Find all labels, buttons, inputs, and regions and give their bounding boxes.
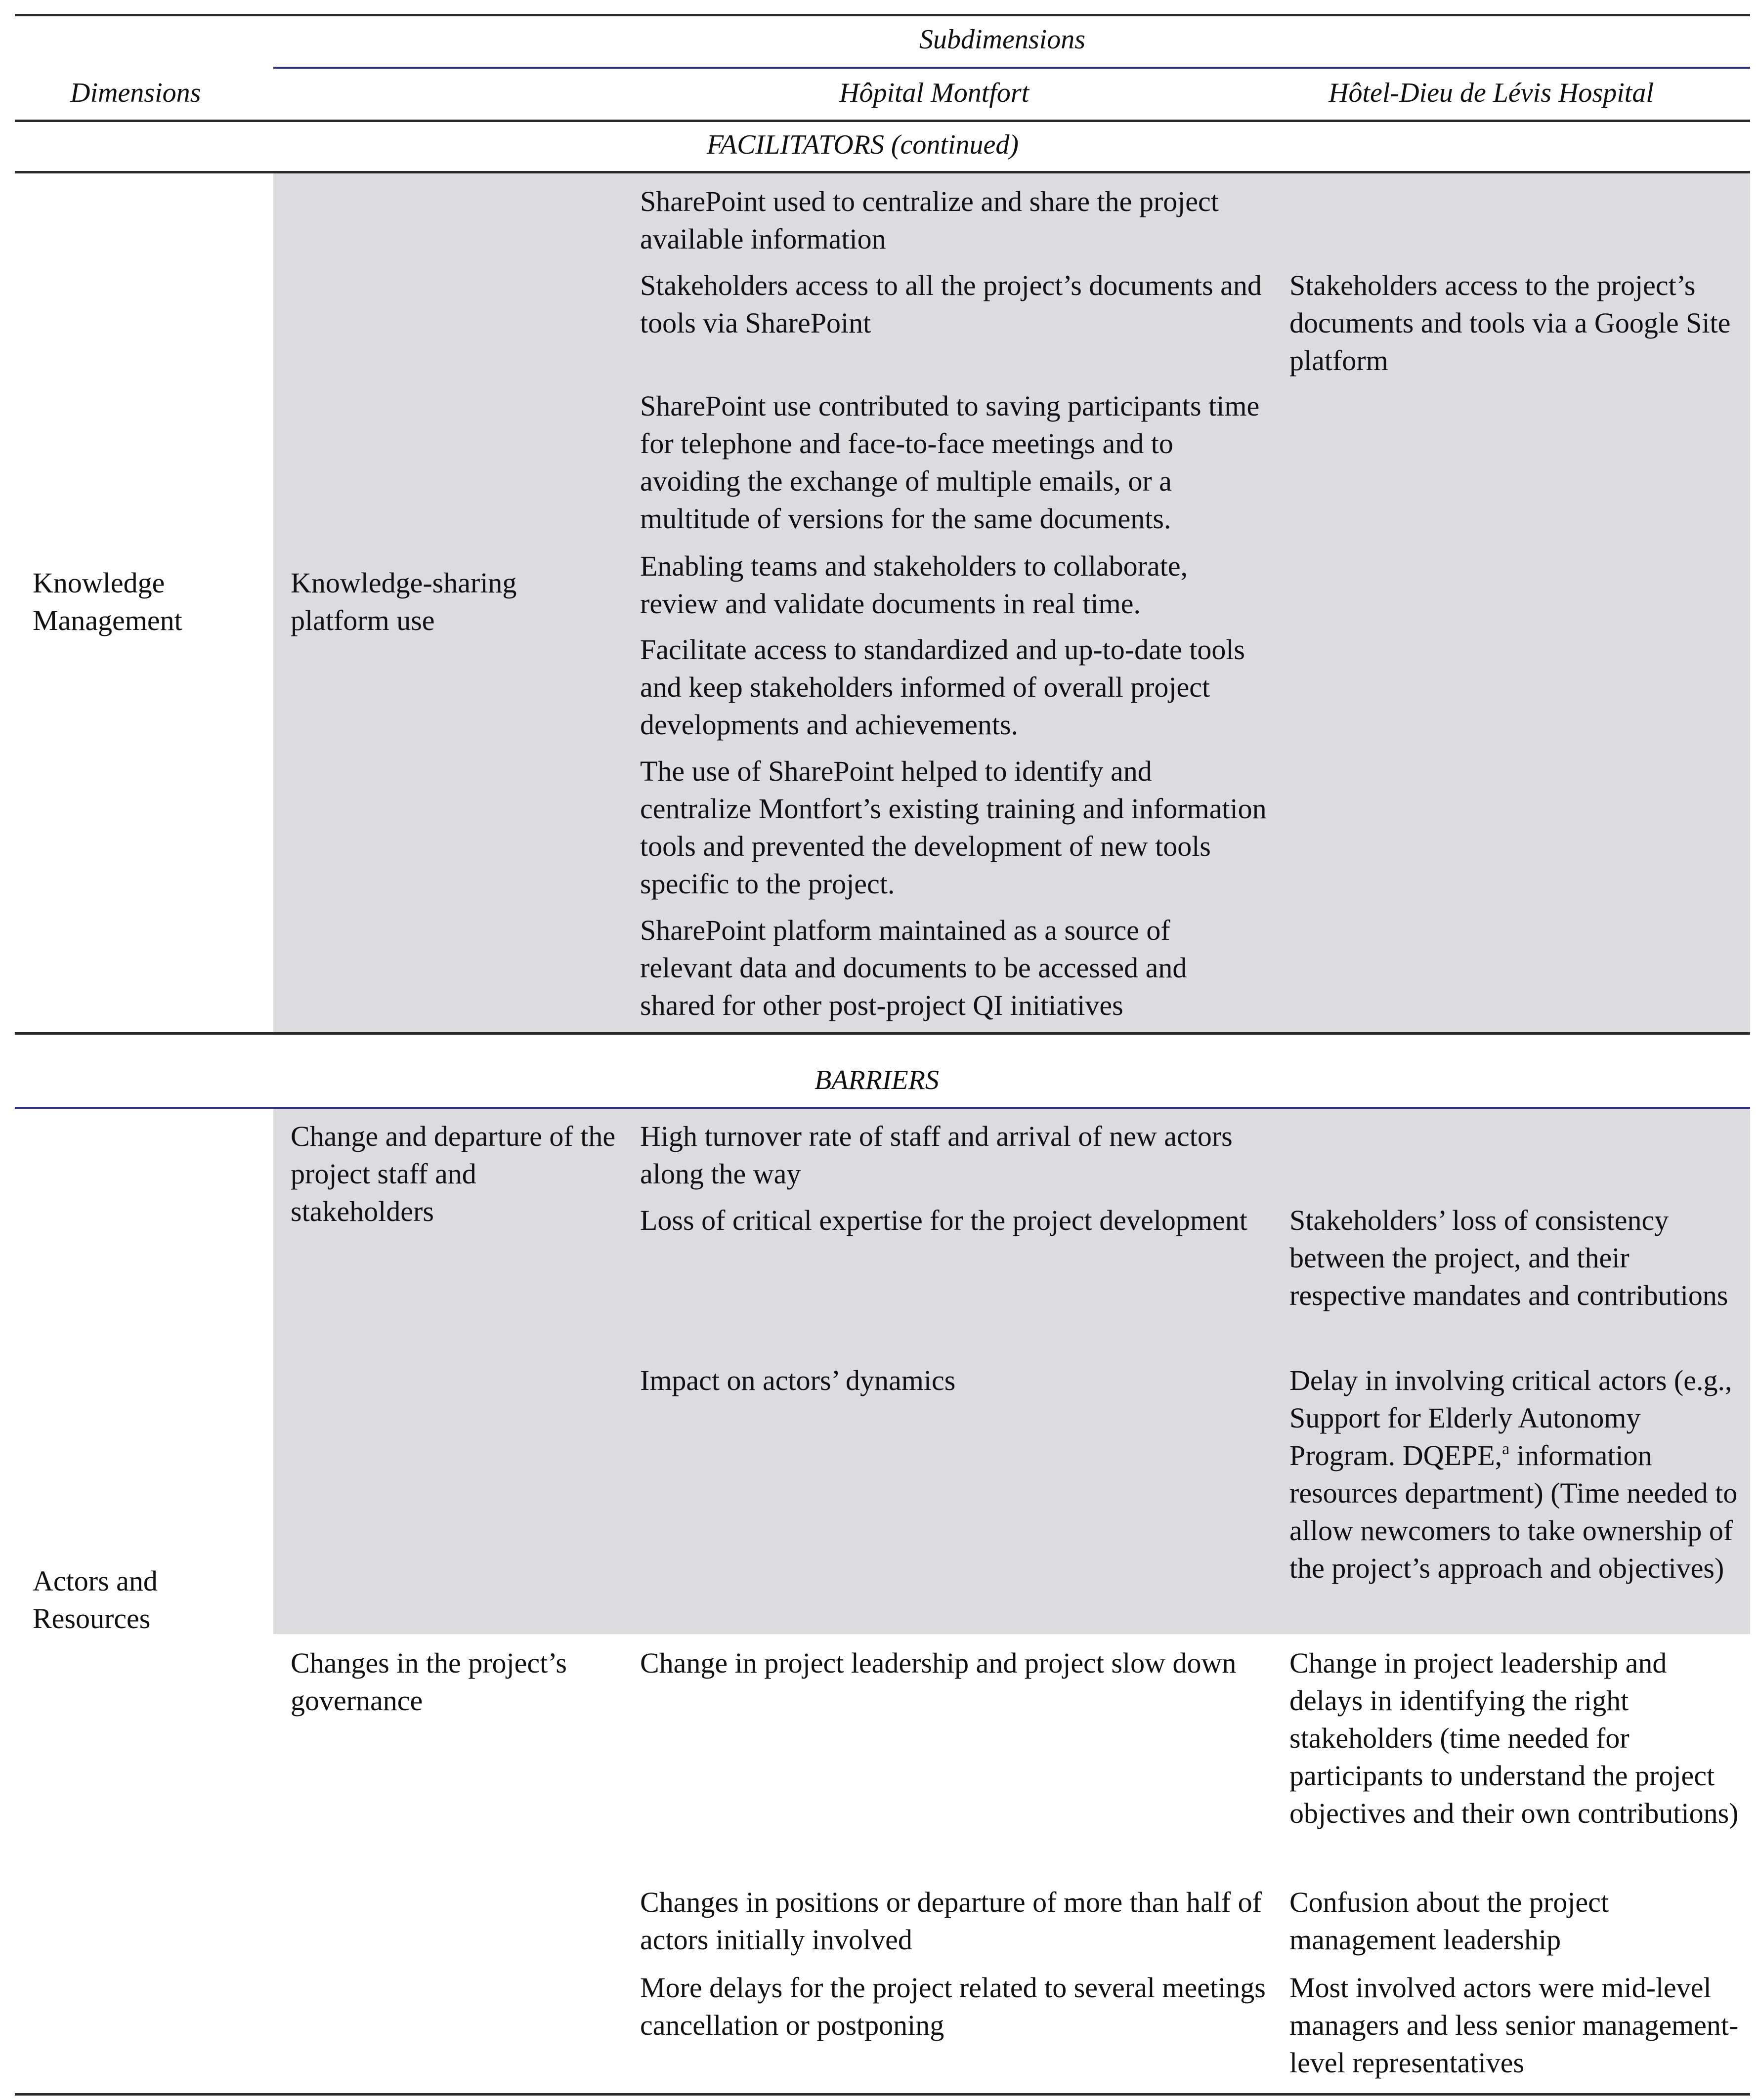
dimensions-header: Dimensions <box>70 78 201 108</box>
montfort-item-text: Facilitate access to standardized and up-to-date tools and keep stakeholders informed of overall project developments and achievements. <box>640 633 1245 741</box>
levis-item-text: Stakeholders access to the project’s documents and tools via a Google Site platform <box>1289 269 1731 377</box>
montfort-item-text: Changes in positions or departure of more than half of actors initially involved <box>640 1886 1262 1956</box>
montfort-item-text: Change in project leadership and project slow down <box>640 1647 1237 1679</box>
levis-item-text: Stakeholders’ loss of consistency between the project, and their respective mandates and contributions <box>1289 1204 1728 1311</box>
knowledge-levis-item <box>1289 267 1744 379</box>
montfort-item-text: More delays for the project related to several meetings cancellation or postponing <box>640 1972 1266 2041</box>
actors-row1-montfort-item <box>640 1362 1268 1399</box>
subdimension-label: Changes in the project’s governance <box>291 1647 567 1717</box>
barriers-section-label: BARRIERS <box>815 1065 939 1095</box>
knowledge-dimension-label: Knowledge Management <box>33 567 182 636</box>
knowledge-dimension <box>33 564 250 639</box>
montfort-header: Hôpital Montfort <box>839 78 1029 108</box>
montfort-item-text: Stakeholders access to all the project’s documents and tools via SharePoint <box>640 269 1262 339</box>
actors-row1-levis-item <box>1289 1202 1744 1314</box>
montfort-item-text: The use of SharePoint helped to identify and centralize Montfort’s existing training and information tools and prevented the development of new tools specific to the project. <box>640 755 1267 900</box>
actors-row2-montfort-item <box>640 1969 1268 2044</box>
actors-row2-levis-item <box>1289 1644 1744 1832</box>
header-bottom-rule <box>15 120 1750 122</box>
actors-row2-subdimension <box>291 1644 617 1720</box>
montfort-item-text: SharePoint used to centralize and share the project available information <box>640 185 1219 255</box>
levis-item-text: Most involved actors were mid-level managers and less senior management-level representatives <box>1289 1972 1739 2079</box>
montfort-item-text: Loss of critical expertise for the project development <box>640 1204 1247 1236</box>
actors-row2-montfort-item <box>640 1884 1268 1959</box>
montfort-item-text: SharePoint platform maintained as a source of relevant data and documents to be accessed and shared for other post-project QI initiatives <box>640 914 1187 1021</box>
actors-row2-montfort-item <box>640 1644 1268 1682</box>
levis-item-text: Confusion about the project management leadership <box>1289 1886 1609 1956</box>
knowledge-montfort-item <box>640 753 1268 903</box>
montfort-item-text: High turnover rate of staff and arrival of new actors along the way <box>640 1120 1233 1190</box>
levis-item-text-part: Delay in involving critical actors (e.g., Support for Elderly Autonomy Program. DQEPE, <box>1289 1364 1732 1471</box>
actors-row2-levis-item <box>1289 1884 1744 1959</box>
knowledge-montfort-item <box>640 631 1268 744</box>
knowledge-bottom-rule <box>15 1032 1750 1035</box>
montfort-item-text: Enabling teams and stakeholders to collaborate, review and validate documents in real time. <box>640 550 1188 620</box>
actors-row2-levis-item <box>1289 1969 1744 2082</box>
knowledge-montfort-item <box>640 183 1268 258</box>
knowledge-montfort-item <box>640 547 1268 623</box>
montfort-item-text: SharePoint use contributed to saving participants time for telephone and face-to-face meetings and to avoiding the exchange of multiple emails, or a multitude of versions for the same documents. <box>640 390 1260 535</box>
subdimensions-rule <box>273 67 1750 69</box>
levis-item-text-part: information resources department) (Time needed to allow newcomers to take ownership of the project’s approach and objectives) <box>1289 1439 1738 1584</box>
actors-dimension <box>33 1562 230 1638</box>
montfort-item-text: Impact on actors’ dynamics <box>640 1364 956 1396</box>
subdimension-label: Change and departure of the project staff and stakeholders <box>291 1120 616 1227</box>
facilitators-section-label: FACILITATORS (continued) <box>707 129 1019 160</box>
subdimensions-header: Subdimensions <box>919 24 1085 55</box>
actors-row1-levis-item <box>1289 1362 1744 1587</box>
top-rule <box>15 14 1750 16</box>
levis-item-text: Change in project leadership and delays in identifying the right stakeholders (time needed for participants to understand the project objectives and their own contributions) <box>1289 1647 1739 1829</box>
knowledge-montfort-item <box>640 912 1268 1024</box>
knowledge-subdimension <box>291 564 607 639</box>
knowledge-montfort-item <box>640 267 1268 342</box>
actors-row1-montfort-item <box>640 1202 1268 1239</box>
actors-dimension-label: Actors and Resources <box>33 1565 158 1635</box>
actors-row1-subdimension <box>291 1118 617 1230</box>
levis-item-text <box>1289 1362 1744 1587</box>
knowledge-montfort-item <box>640 387 1268 538</box>
levis-header: Hôtel-Dieu de Lévis Hospital <box>1329 78 1654 108</box>
actors-row1-montfort-item <box>640 1118 1268 1193</box>
knowledge-subdimension-label: Knowledge-sharing platform use <box>291 567 517 636</box>
table-bottom-rule <box>15 2093 1750 2096</box>
footnote-marker: a <box>1502 1440 1510 1458</box>
